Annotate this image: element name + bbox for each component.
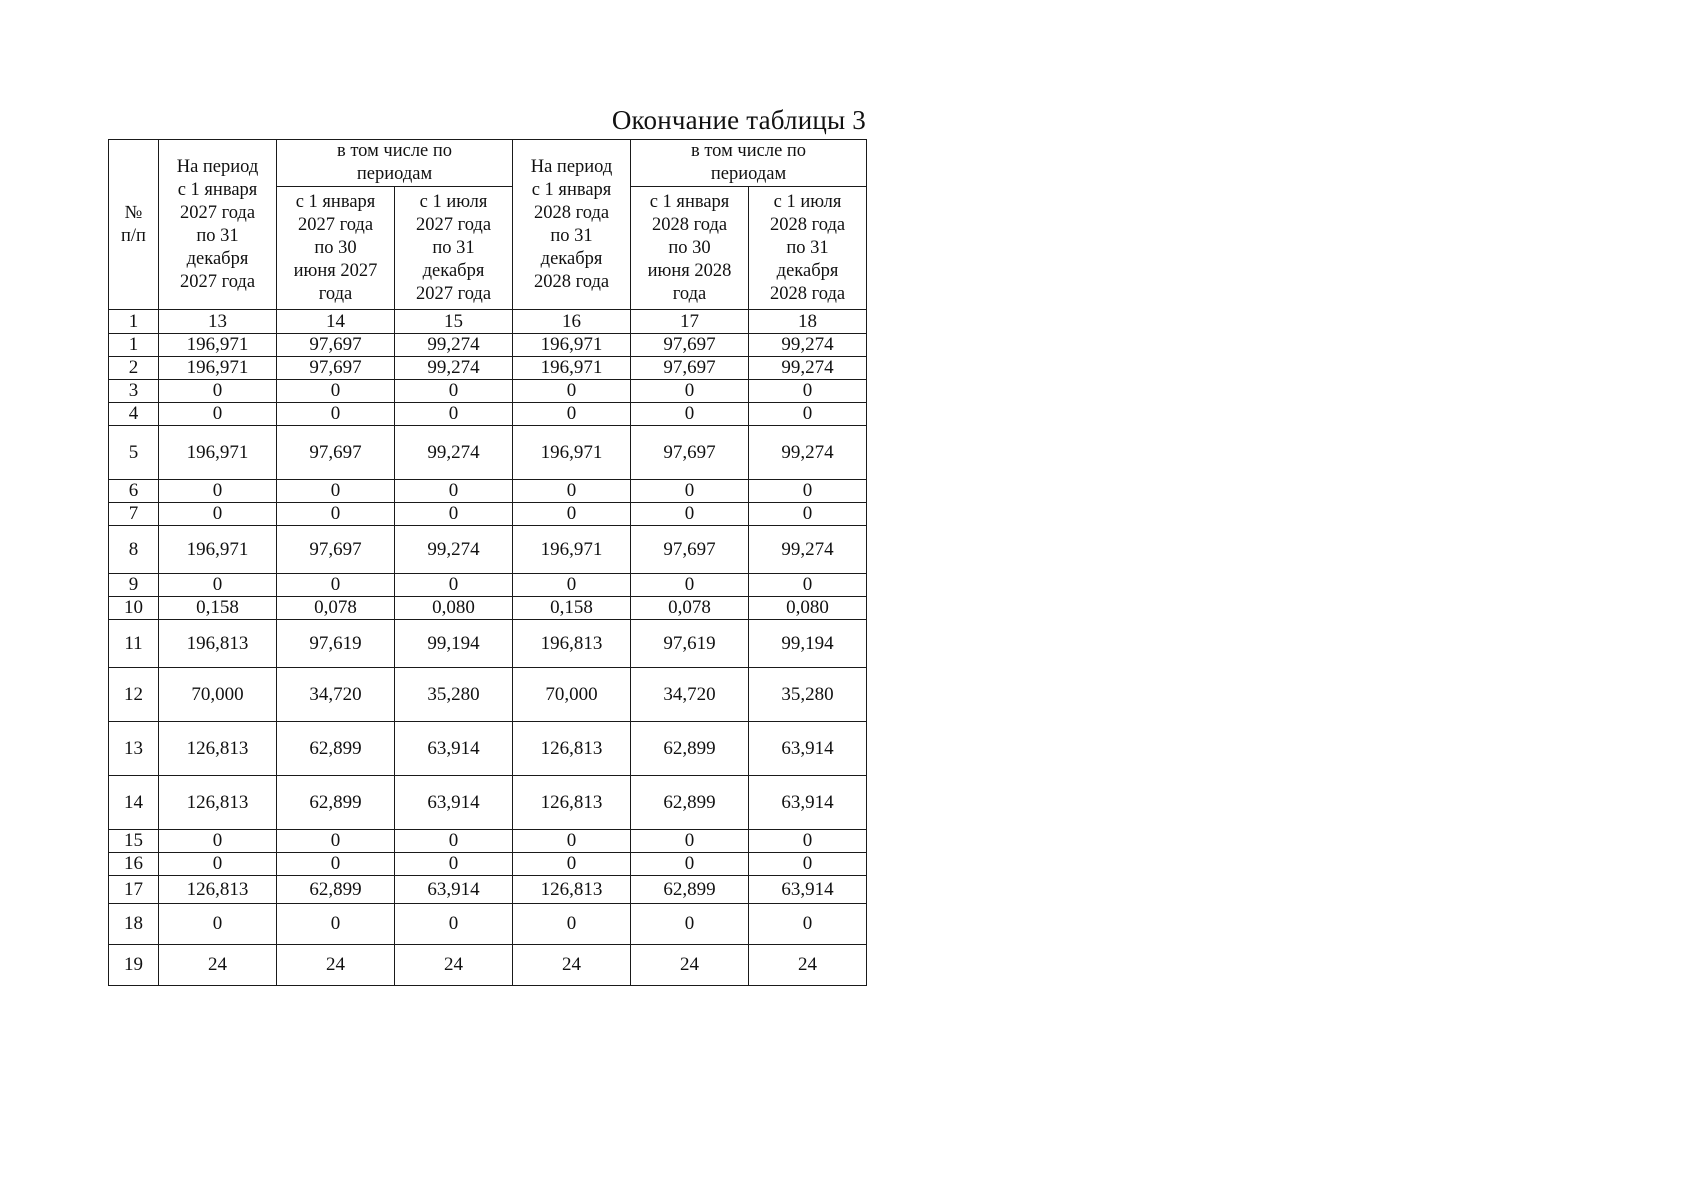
value-cell-c18: 35,280 xyxy=(749,668,867,722)
value-cell-c13: 0 xyxy=(159,830,277,853)
value-cell-c15: 0 xyxy=(395,503,513,526)
column-number: 13 xyxy=(159,310,277,334)
value-cell-c15: 0 xyxy=(395,830,513,853)
value-cell-c15: 63,914 xyxy=(395,776,513,830)
value-cell-c14: 62,899 xyxy=(277,876,395,904)
value-cell-c16: 0 xyxy=(513,380,631,403)
table-row xyxy=(109,357,867,380)
value-cell-c14: 0 xyxy=(277,403,395,426)
value-cell-c13: 126,813 xyxy=(159,876,277,904)
header-h2-2028: с 1 июля 2028 года по 31 декабря 2028 года xyxy=(749,187,867,310)
column-number-row xyxy=(109,310,867,334)
column-number: 14 xyxy=(277,310,395,334)
row-number-cell: 11 xyxy=(109,620,159,668)
value-cell-c18: 0 xyxy=(749,403,867,426)
row-number-cell: 8 xyxy=(109,526,159,574)
table-row xyxy=(109,597,867,620)
column-number: 1 xyxy=(109,310,159,334)
value-cell-c13: 196,971 xyxy=(159,526,277,574)
column-number: 16 xyxy=(513,310,631,334)
value-cell-c17: 0 xyxy=(631,830,749,853)
value-cell-c15: 99,274 xyxy=(395,426,513,480)
value-cell-c16: 126,813 xyxy=(513,776,631,830)
value-cell-c15: 0 xyxy=(395,403,513,426)
header-period-2028: На период с 1 января 2028 года по 31 декабря 2028 года xyxy=(513,140,631,310)
value-cell-c14: 97,697 xyxy=(277,334,395,357)
value-cell-c15: 35,280 xyxy=(395,668,513,722)
value-cell-c18: 99,194 xyxy=(749,620,867,668)
value-cell-c14: 97,697 xyxy=(277,357,395,380)
table-row xyxy=(109,904,867,945)
row-number-cell: 13 xyxy=(109,722,159,776)
value-cell-c16: 0 xyxy=(513,830,631,853)
header-h1-2027: с 1 января 2027 года по 30 июня 2027 года xyxy=(277,187,395,310)
table-row xyxy=(109,503,867,526)
value-cell-c15: 0 xyxy=(395,480,513,503)
table-row xyxy=(109,830,867,853)
value-cell-c17: 62,899 xyxy=(631,722,749,776)
value-cell-c14: 97,697 xyxy=(277,526,395,574)
table-caption: Окончание таблицы 3 xyxy=(611,105,866,135)
value-cell-c16: 196,971 xyxy=(513,357,631,380)
value-cell-c18: 99,274 xyxy=(749,357,867,380)
value-cell-c13: 0 xyxy=(159,380,277,403)
value-cell-c16: 0 xyxy=(513,904,631,945)
row-number-cell: 17 xyxy=(109,876,159,904)
value-cell-c16: 196,971 xyxy=(513,426,631,480)
value-cell-c16: 126,813 xyxy=(513,876,631,904)
column-number: 17 xyxy=(631,310,749,334)
table-row xyxy=(109,945,867,986)
value-cell-c13: 126,813 xyxy=(159,776,277,830)
row-number-cell: 9 xyxy=(109,574,159,597)
value-cell-c14: 0 xyxy=(277,574,395,597)
table-row xyxy=(109,480,867,503)
value-cell-c17: 0 xyxy=(631,380,749,403)
value-cell-c18: 0 xyxy=(749,574,867,597)
value-cell-c15: 24 xyxy=(395,945,513,986)
value-cell-c18: 0 xyxy=(749,503,867,526)
value-cell-c13: 0 xyxy=(159,480,277,503)
value-cell-c16: 0 xyxy=(513,503,631,526)
value-cell-c14: 0 xyxy=(277,904,395,945)
value-cell-c14: 0 xyxy=(277,480,395,503)
row-number-cell: 5 xyxy=(109,426,159,480)
table-row xyxy=(109,668,867,722)
value-cell-c17: 0 xyxy=(631,853,749,876)
table-header xyxy=(109,140,867,334)
value-cell-c14: 97,697 xyxy=(277,426,395,480)
data-table xyxy=(108,139,867,986)
value-cell-c17: 97,697 xyxy=(631,526,749,574)
table-row xyxy=(109,403,867,426)
header-h1-2028: с 1 января 2028 года по 30 июня 2028 года xyxy=(631,187,749,310)
value-cell-c16: 0 xyxy=(513,574,631,597)
value-cell-c18: 0 xyxy=(749,380,867,403)
value-cell-c17: 0 xyxy=(631,503,749,526)
value-cell-c17: 0 xyxy=(631,904,749,945)
value-cell-c15: 0 xyxy=(395,380,513,403)
value-cell-c16: 0,158 xyxy=(513,597,631,620)
row-number-cell: 6 xyxy=(109,480,159,503)
table-row xyxy=(109,526,867,574)
value-cell-c14: 0 xyxy=(277,853,395,876)
value-cell-c18: 99,274 xyxy=(749,426,867,480)
value-cell-c18: 0,080 xyxy=(749,597,867,620)
value-cell-c14: 97,619 xyxy=(277,620,395,668)
table-row xyxy=(109,380,867,403)
header-incl-2027: в том числе по периодам xyxy=(277,140,513,187)
value-cell-c17: 0 xyxy=(631,574,749,597)
row-number-cell: 16 xyxy=(109,853,159,876)
value-cell-c16: 0 xyxy=(513,403,631,426)
value-cell-c18: 63,914 xyxy=(749,776,867,830)
value-cell-c17: 97,697 xyxy=(631,334,749,357)
row-number-cell: 7 xyxy=(109,503,159,526)
value-cell-c18: 24 xyxy=(749,945,867,986)
value-cell-c18: 99,274 xyxy=(749,334,867,357)
value-cell-c15: 63,914 xyxy=(395,722,513,776)
value-cell-c16: 24 xyxy=(513,945,631,986)
value-cell-c13: 0 xyxy=(159,403,277,426)
table-row xyxy=(109,722,867,776)
value-cell-c17: 0 xyxy=(631,480,749,503)
value-cell-c13: 196,971 xyxy=(159,357,277,380)
value-cell-c17: 34,720 xyxy=(631,668,749,722)
value-cell-c13: 196,971 xyxy=(159,334,277,357)
value-cell-c14: 24 xyxy=(277,945,395,986)
row-number-cell: 2 xyxy=(109,357,159,380)
table-row xyxy=(109,574,867,597)
value-cell-c13: 0 xyxy=(159,574,277,597)
row-number-cell: 15 xyxy=(109,830,159,853)
value-cell-c14: 62,899 xyxy=(277,776,395,830)
value-cell-c13: 0 xyxy=(159,853,277,876)
column-number: 15 xyxy=(395,310,513,334)
value-cell-c13: 196,971 xyxy=(159,426,277,480)
value-cell-c16: 126,813 xyxy=(513,722,631,776)
value-cell-c13: 126,813 xyxy=(159,722,277,776)
value-cell-c15: 99,274 xyxy=(395,526,513,574)
value-cell-c16: 196,971 xyxy=(513,334,631,357)
value-cell-c13: 70,000 xyxy=(159,668,277,722)
column-number: 18 xyxy=(749,310,867,334)
row-number-cell: 10 xyxy=(109,597,159,620)
header-row-top xyxy=(109,140,867,187)
value-cell-c16: 0 xyxy=(513,480,631,503)
value-cell-c14: 0 xyxy=(277,830,395,853)
table-row xyxy=(109,426,867,480)
value-cell-c18: 0 xyxy=(749,904,867,945)
value-cell-c18: 99,274 xyxy=(749,526,867,574)
value-cell-c15: 0 xyxy=(395,904,513,945)
value-cell-c18: 0 xyxy=(749,853,867,876)
value-cell-c17: 24 xyxy=(631,945,749,986)
value-cell-c15: 0,080 xyxy=(395,597,513,620)
table-row xyxy=(109,776,867,830)
row-number-cell: 3 xyxy=(109,380,159,403)
value-cell-c16: 70,000 xyxy=(513,668,631,722)
row-number-cell: 19 xyxy=(109,945,159,986)
value-cell-c17: 97,697 xyxy=(631,426,749,480)
value-cell-c14: 34,720 xyxy=(277,668,395,722)
value-cell-c13: 24 xyxy=(159,945,277,986)
value-cell-c14: 0,078 xyxy=(277,597,395,620)
value-cell-c15: 99,274 xyxy=(395,357,513,380)
value-cell-c14: 0 xyxy=(277,380,395,403)
row-number-cell: 18 xyxy=(109,904,159,945)
value-cell-c16: 0 xyxy=(513,853,631,876)
value-cell-c15: 0 xyxy=(395,853,513,876)
value-cell-c17: 97,697 xyxy=(631,357,749,380)
value-cell-c13: 0,158 xyxy=(159,597,277,620)
row-number-cell: 1 xyxy=(109,334,159,357)
value-cell-c18: 0 xyxy=(749,480,867,503)
value-cell-c16: 196,813 xyxy=(513,620,631,668)
value-cell-c15: 99,194 xyxy=(395,620,513,668)
value-cell-c18: 0 xyxy=(749,830,867,853)
value-cell-c17: 62,899 xyxy=(631,776,749,830)
row-number-cell: 12 xyxy=(109,668,159,722)
value-cell-c13: 0 xyxy=(159,503,277,526)
value-cell-c14: 62,899 xyxy=(277,722,395,776)
value-cell-c13: 0 xyxy=(159,904,277,945)
value-cell-c17: 62,899 xyxy=(631,876,749,904)
value-cell-c18: 63,914 xyxy=(749,876,867,904)
value-cell-c14: 0 xyxy=(277,503,395,526)
value-cell-c15: 63,914 xyxy=(395,876,513,904)
header-num: № п/п xyxy=(109,140,159,310)
value-cell-c18: 63,914 xyxy=(749,722,867,776)
value-cell-c17: 97,619 xyxy=(631,620,749,668)
header-h2-2027: с 1 июля 2027 года по 31 декабря 2027 года xyxy=(395,187,513,310)
value-cell-c17: 0,078 xyxy=(631,597,749,620)
value-cell-c15: 99,274 xyxy=(395,334,513,357)
header-period-2027: На период с 1 января 2027 года по 31 декабря 2027 года xyxy=(159,140,277,310)
table-row xyxy=(109,876,867,904)
table-row xyxy=(109,620,867,668)
value-cell-c17: 0 xyxy=(631,403,749,426)
table-row xyxy=(109,334,867,357)
value-cell-c15: 0 xyxy=(395,574,513,597)
header-incl-2028: в том числе по периодам xyxy=(631,140,867,187)
value-cell-c16: 196,971 xyxy=(513,526,631,574)
row-number-cell: 14 xyxy=(109,776,159,830)
table-body xyxy=(109,334,867,986)
value-cell-c13: 196,813 xyxy=(159,620,277,668)
table-row xyxy=(109,853,867,876)
row-number-cell: 4 xyxy=(109,403,159,426)
